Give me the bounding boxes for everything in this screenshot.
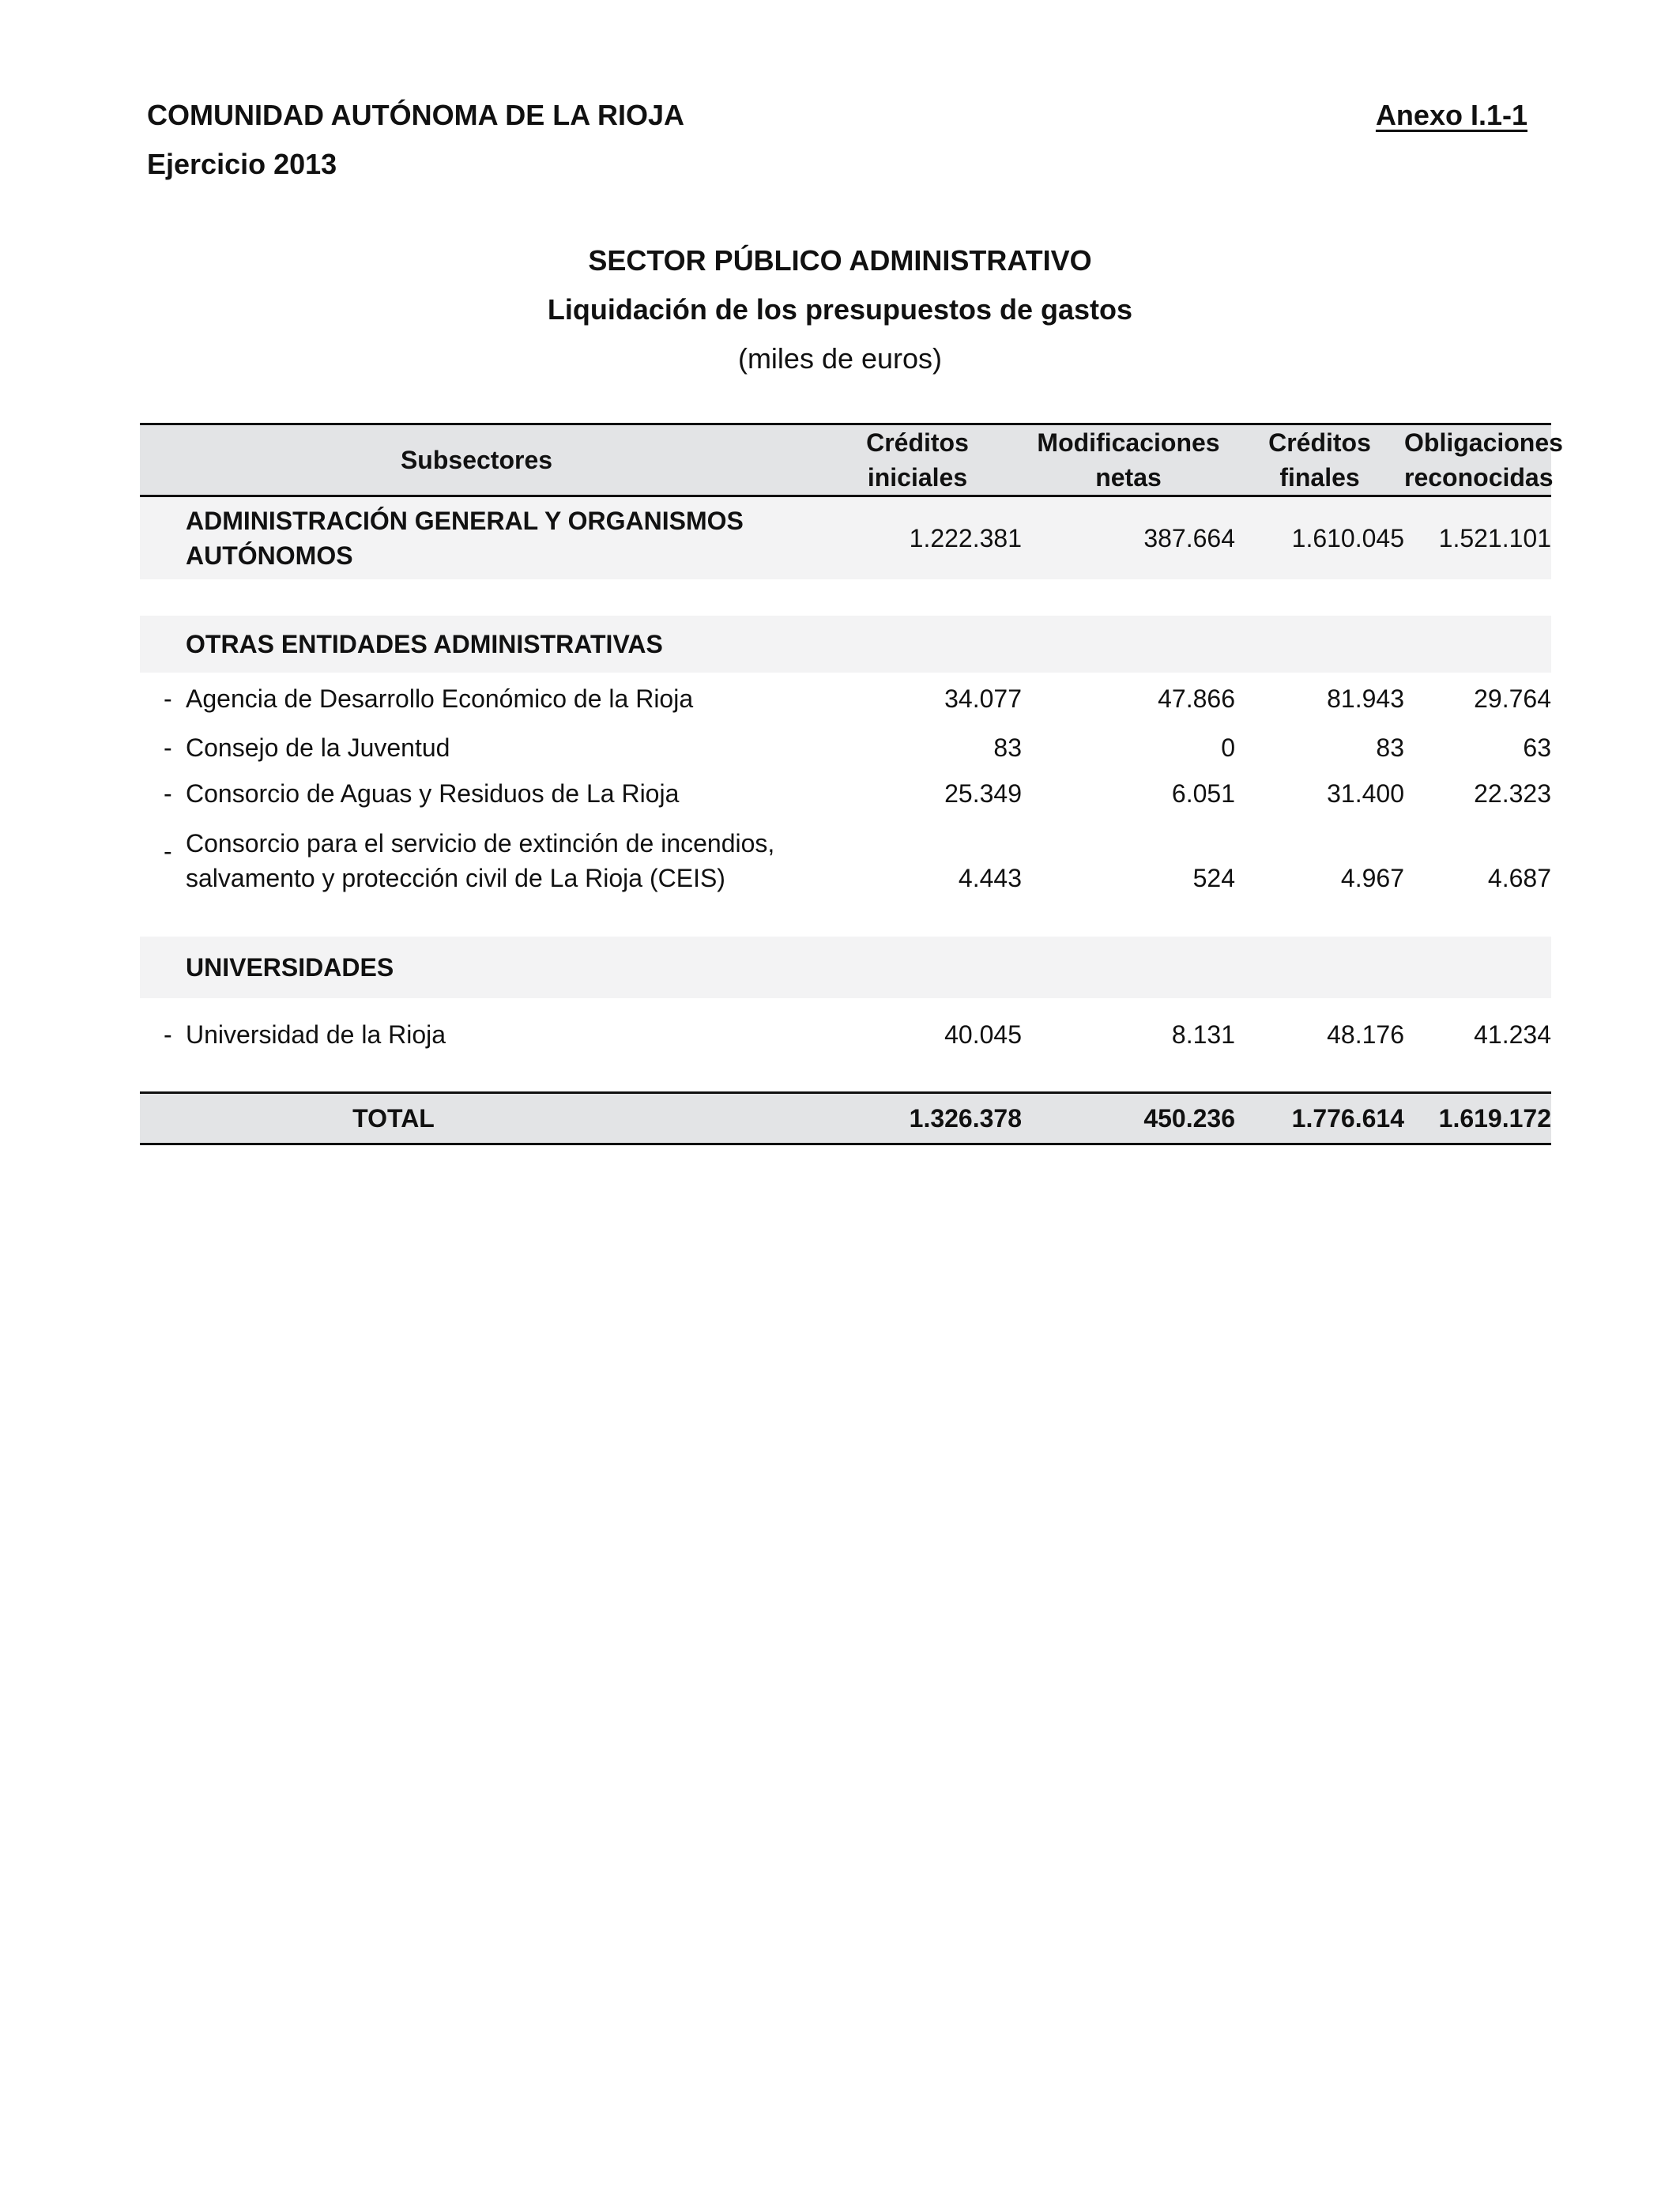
value-obligaciones-reconocidas: 1.521.101 [1404, 496, 1551, 580]
report-unit: (miles de euros) [737, 342, 943, 375]
value-modificaciones-netas: 524 [1192, 864, 1235, 892]
bullet-dash: - [164, 684, 172, 713]
row-label [140, 725, 813, 771]
value-obligaciones-reconocidas: 4.687 [1487, 864, 1551, 892]
fiscal-year-label: Ejercicio 2013 [147, 148, 337, 180]
value-obligaciones-reconocidas: 41.234 [1474, 1020, 1551, 1049]
organization-title: COMUNIDAD AUTÓNOMA DE LA RIOJA [147, 99, 684, 131]
column-header-line: Obligaciones [1404, 428, 1563, 457]
table-row [140, 725, 1551, 771]
row-label [140, 771, 813, 816]
value-obligaciones-reconocidas: 22.323 [1474, 779, 1551, 808]
value-creditos-finales: 1.610.045 [1235, 496, 1404, 580]
bullet-dash: - [164, 1020, 172, 1049]
value-obligaciones-reconocidas: 63 [1523, 733, 1551, 762]
row-label-text: salvamento y protección civil de La Rioja (CEIS) [186, 864, 725, 892]
value-creditos-iniciales: 34.077 [944, 684, 1022, 713]
total-obligaciones-reconocidas: 1.619.172 [1404, 1093, 1551, 1144]
group-row-administracion-general [140, 496, 1551, 580]
annex-label: Anexo I.1-1 [1375, 99, 1527, 131]
value-modificaciones-netas: 8.131 [1171, 1020, 1235, 1049]
value-creditos-iniciales: 25.349 [944, 779, 1022, 808]
row-label [140, 673, 813, 725]
total-creditos-iniciales: 1.326.378 [813, 1093, 1022, 1144]
column-header-obligaciones-reconocidas [1404, 424, 1563, 496]
budget-liquidation-table [140, 423, 1563, 1145]
value-modificaciones-netas: 47.866 [1158, 684, 1235, 713]
bullet-dash: - [164, 837, 172, 865]
spacer-row [140, 579, 1551, 616]
column-header-line: Modificaciones [1037, 428, 1220, 457]
group-name-line: AUTÓNOMOS [186, 541, 353, 570]
value-creditos-iniciales: 1.222.381 [813, 496, 1022, 580]
column-header-line: reconocidas [1404, 463, 1554, 492]
column-header-line: finales [1279, 463, 1360, 492]
report-subtitle: Liquidación de los presupuestos de gastos [547, 293, 1133, 326]
total-label: TOTAL [140, 1093, 813, 1144]
group-row-otras-entidades [140, 616, 1551, 673]
group-name: OTRAS ENTIDADES ADMINISTRATIVAS [140, 616, 813, 673]
value-creditos-iniciales: 4.443 [958, 864, 1022, 892]
row-label-text: Consejo de la Juventud [186, 733, 450, 762]
row-label [140, 816, 813, 900]
column-header-subsectores: Subsectores [140, 424, 813, 496]
group-row-universidades [140, 937, 1551, 998]
value-obligaciones-reconocidas: 29.764 [1474, 684, 1551, 713]
row-label-text: Consorcio de Aguas y Residuos de La Rioja [186, 779, 680, 808]
value-creditos-finales: 81.943 [1327, 684, 1404, 713]
total-creditos-finales: 1.776.614 [1235, 1093, 1404, 1144]
group-name-line: ADMINISTRACIÓN GENERAL Y ORGANISMOS [186, 507, 744, 535]
column-header-line: iniciales [867, 463, 968, 492]
value-modificaciones-netas: 0 [1221, 733, 1235, 762]
column-header-line: Créditos [1268, 428, 1371, 457]
value-creditos-iniciales: 83 [993, 733, 1022, 762]
value-creditos-finales: 31.400 [1327, 779, 1404, 808]
table-header-row [140, 424, 1551, 496]
row-label [140, 998, 813, 1071]
group-name [140, 496, 813, 580]
row-label-text: Agencia de Desarrollo Económico de la Rioja [186, 684, 694, 713]
row-label-text: Universidad de la Rioja [186, 1020, 446, 1049]
report-title: SECTOR PÚBLICO ADMINISTRATIVO [588, 244, 1092, 277]
value-creditos-finales: 48.176 [1327, 1020, 1404, 1049]
row-label-text: Consorcio para el servicio de extinción de incendios, [186, 829, 775, 858]
table-row [140, 816, 1551, 900]
bullet-dash: - [164, 733, 172, 762]
spacer-row [140, 900, 1551, 937]
total-modificaciones-netas: 450.236 [1022, 1093, 1235, 1144]
table-row [140, 771, 1551, 816]
column-header-creditos-finales [1235, 424, 1404, 496]
value-modificaciones-netas: 387.664 [1022, 496, 1235, 580]
bullet-dash: - [164, 779, 172, 808]
column-header-creditos-iniciales [813, 424, 1022, 496]
column-header-modificaciones-netas [1022, 424, 1235, 496]
spacer-row [140, 1071, 1551, 1093]
column-header-line: Créditos [866, 428, 969, 457]
value-creditos-finales: 4.967 [1340, 864, 1404, 892]
table-row [140, 998, 1551, 1071]
total-row [140, 1093, 1551, 1144]
value-creditos-iniciales: 40.045 [944, 1020, 1022, 1049]
column-header-line: netas [1095, 463, 1162, 492]
group-name: UNIVERSIDADES [140, 937, 813, 998]
value-creditos-finales: 83 [1376, 733, 1404, 762]
table-row [140, 673, 1551, 725]
value-modificaciones-netas: 6.051 [1171, 779, 1235, 808]
